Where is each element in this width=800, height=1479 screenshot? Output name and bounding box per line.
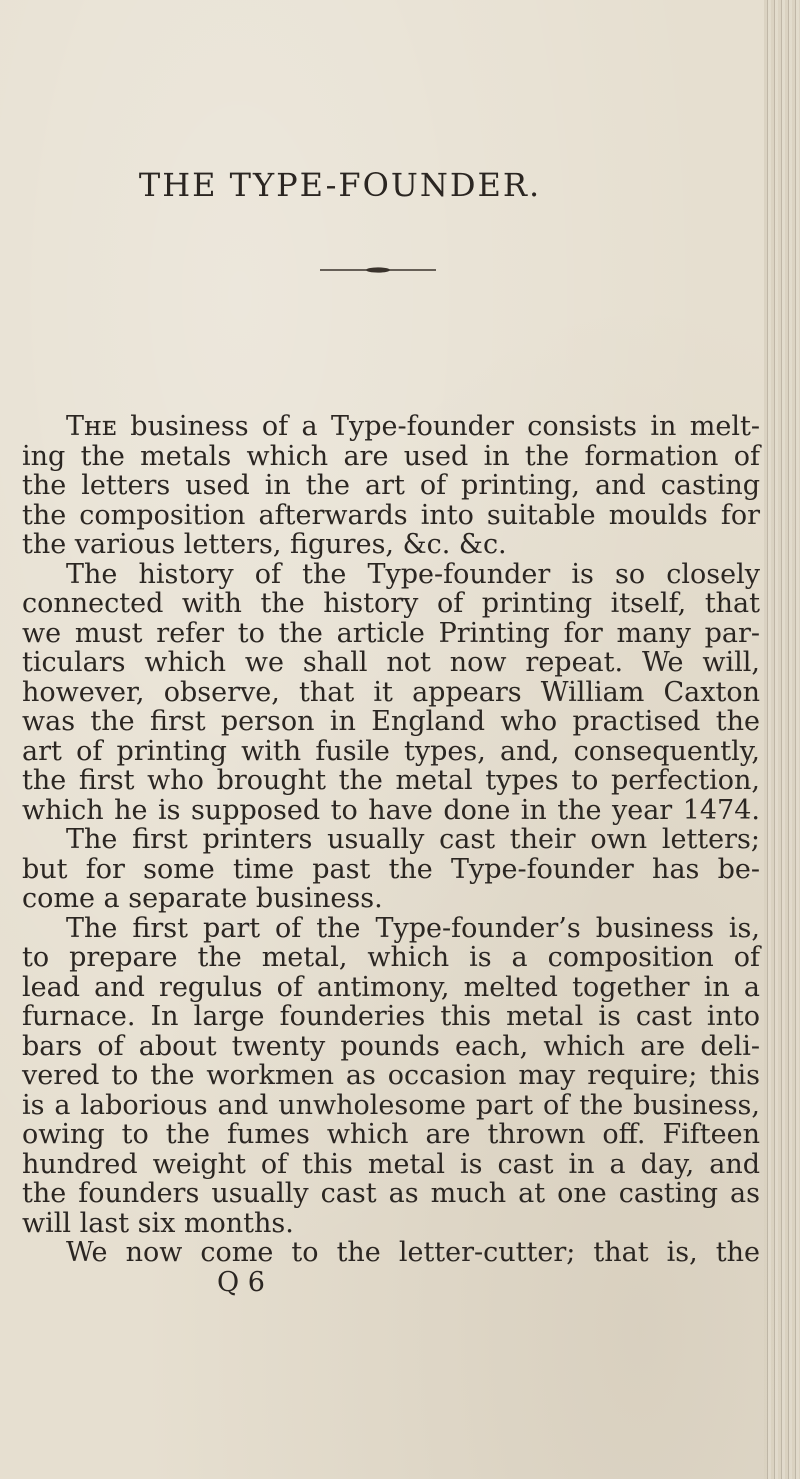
- text-line: the composition afterwards into suitable moulds for: [22, 499, 760, 531]
- text-line: to prepare the metal, which is a composition of: [22, 942, 760, 973]
- text-line: We now come to the letter-cutter; that is, the: [66, 1237, 760, 1268]
- text-line: ing the metals which are used in the formation of: [22, 440, 760, 472]
- text-line: will last six months.: [22, 1207, 294, 1239]
- text-line: but for some time past the Type-founder has be-: [22, 853, 760, 885]
- text-line: hundred weight of this metal is cast in a day, and: [22, 1148, 760, 1180]
- text-line: connected with the history of printing itself, that: [22, 588, 760, 619]
- text-line: lead and regulus of antimony, melted together in a: [22, 971, 760, 1003]
- text-line: however, observe, that it appears William Caxton: [22, 676, 760, 708]
- ornamental-rule: [318, 265, 438, 275]
- page-gutter: [764, 0, 800, 1479]
- text-line: art of printing with fusile types, and, consequently,: [22, 735, 760, 767]
- text-line: furnace. In large founderies this metal is cast into: [22, 1001, 760, 1032]
- text-line: owing to the fumes which are thrown off. Fifteen: [22, 1119, 760, 1150]
- text-line: vered to the workmen as occasion may require; this: [22, 1060, 760, 1091]
- text-line: is a laborious and unwholesome part of the business,: [22, 1089, 760, 1121]
- text-line: the first who brought the metal types to perfection,: [22, 765, 760, 796]
- signature-mark: Q 6: [217, 1266, 265, 1298]
- body-text: [22, 412, 760, 1297]
- text-line: The first printers usually cast their own letters;: [66, 824, 760, 855]
- text-line: the founders usually cast as much at one casting as: [22, 1178, 760, 1209]
- text-line: the letters used in the art of printing, and casting: [22, 470, 760, 501]
- text-line: Tʜᴇ business of a Type-founder consists in melt-: [66, 411, 760, 442]
- text-line: the various letters, figures, &c. &c.: [22, 529, 507, 560]
- text-line: we must refer to the article Printing for many par-: [22, 617, 760, 649]
- text-line: bars of about twenty pounds each, which are deli-: [22, 1030, 760, 1062]
- text-line: The first part of the Type-founder’s business is,: [66, 912, 760, 944]
- text-line: which he is supposed to have done in the year 1474.: [22, 794, 760, 826]
- text-line: was the first person in England who practised the: [22, 706, 760, 737]
- text-line: ticulars which we shall not now repeat. We will,: [22, 647, 760, 678]
- text-line: The history of the Type-founder is so closely: [66, 558, 760, 590]
- page-title: THE TYPE-FOUNDER.: [138, 166, 542, 204]
- text-line: come a separate business.: [22, 883, 383, 914]
